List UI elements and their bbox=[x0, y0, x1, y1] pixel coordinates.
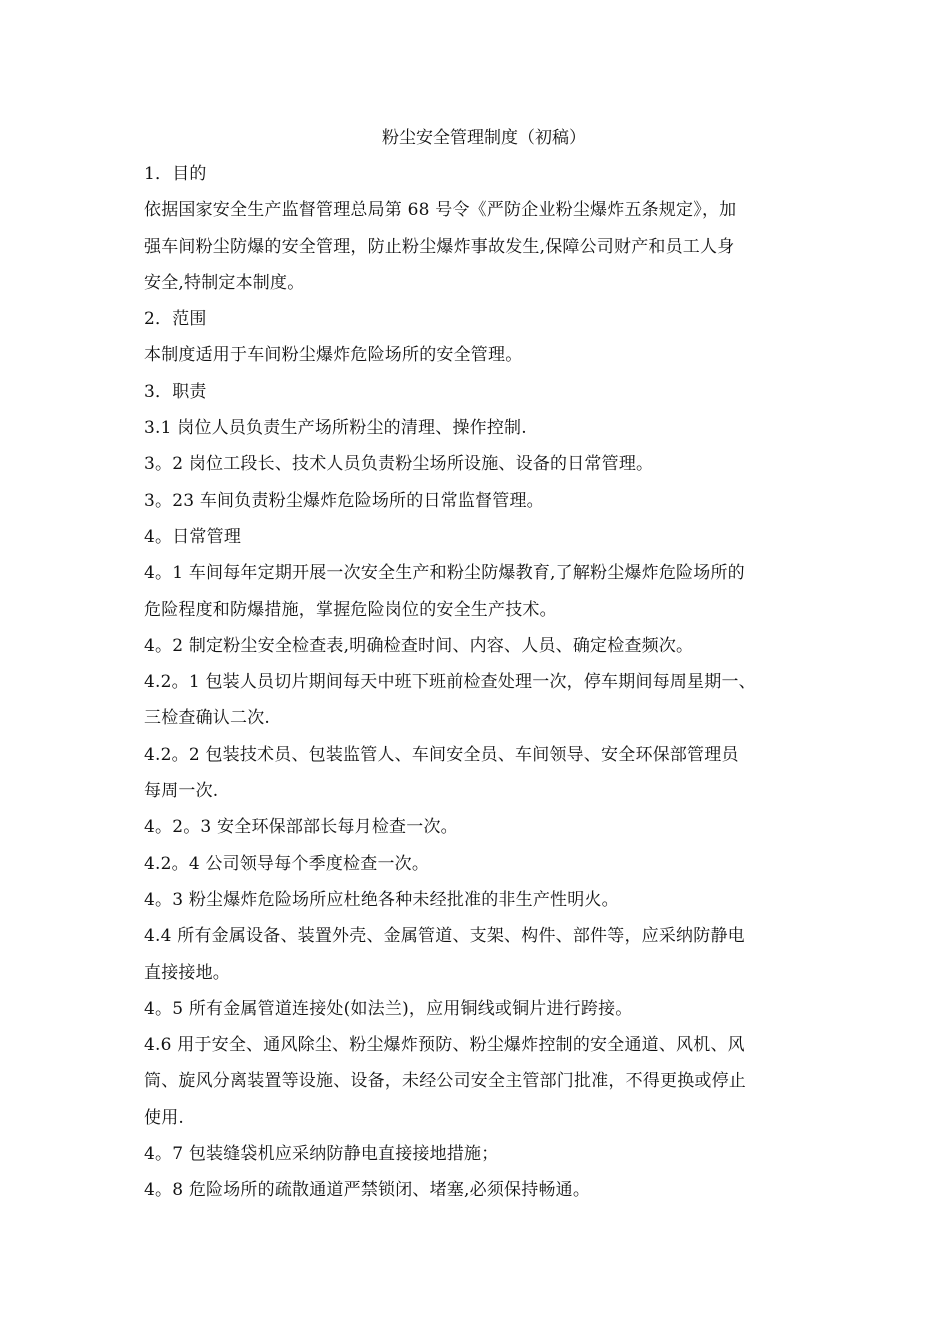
text-line: 直接接地。 bbox=[144, 962, 230, 983]
text-line: 3。2 岗位工段长、技术人员负责粉尘场所设施、设备的日常管理。 bbox=[144, 454, 654, 475]
text-line: 筒、旋风分离装置等设施、设备，未经公司安全主管部门批准，不得更换或停止 bbox=[144, 1071, 746, 1092]
text-line: 本制度适用于车间粉尘爆炸危险场所的安全管理。 bbox=[144, 345, 523, 366]
text-line: 3．职责 bbox=[144, 381, 207, 402]
text-line: 强车间粉尘防爆的安全管理，防止粉尘爆炸事故发生,保障公司财产和员工人身 bbox=[144, 236, 735, 257]
document-body bbox=[144, 120, 824, 1209]
text-line: 4。5 所有金属管道连接处(如法兰)，应用铜线或铜片进行跨接。 bbox=[144, 998, 633, 1019]
text-line: 4.2。1 包装人员切片期间每天中班下班前检查处理一次，停车期间每周星期一、 bbox=[144, 672, 756, 693]
text-line: 危险程度和防爆措施，掌握危险岗位的安全生产技术。 bbox=[144, 599, 557, 620]
text-line: 4.6 用于安全、通风除尘、粉尘爆炸预防、粉尘爆炸控制的安全通道、风机、风 bbox=[144, 1035, 745, 1056]
text-line: 4。7 包装缝袋机应采纳防静电直接接地措施； bbox=[144, 1144, 499, 1165]
text-line: 依据国家安全生产监督管理总局第 68 号令《严防企业粉尘爆炸五条规定》，加 bbox=[144, 200, 737, 221]
text-line: 每周一次. bbox=[144, 781, 219, 802]
text-line: 4.2。4 公司领导每个季度检查一次。 bbox=[144, 853, 430, 874]
text-line: 2．范围 bbox=[144, 309, 207, 330]
text-line: 使用. bbox=[144, 1107, 185, 1128]
text-line: 4.4 所有金属设备、装置外壳、金属管道、支架、构件、部件等，应采纳防静电 bbox=[144, 926, 745, 947]
text-line: 4.2。2 包装技术员、包装监管人、车间安全员、车间领导、安全环保部管理员 bbox=[144, 744, 739, 765]
text-line: 3。23 车间负责粉尘爆炸危险场所的日常监督管理。 bbox=[144, 490, 544, 511]
text-line: 4。2。3 安全环保部部长每月检查一次。 bbox=[144, 817, 458, 838]
text-line: 4。8 危险场所的疏散通道严禁锁闭、堵塞,必须保持畅通。 bbox=[144, 1180, 591, 1201]
text-line: 4。日常管理 bbox=[144, 526, 242, 547]
text-line: 4。2 制定粉尘安全检查表,明确检查时间、内容、人员、确定检查频次。 bbox=[144, 635, 694, 656]
text-line: 安全,特制定本制度。 bbox=[144, 272, 305, 293]
text-line: 4。3 粉尘爆炸危险场所应杜绝各种未经批准的非生产性明火。 bbox=[144, 889, 619, 910]
text-line: 三检查确认二次. bbox=[144, 708, 271, 729]
text-line: 1．目的 bbox=[144, 164, 207, 184]
text-line: 3.1 岗位人员负责生产场所粉尘的清理、操作控制. bbox=[144, 418, 527, 439]
document-title: 粉尘安全管理制度（初稿） bbox=[382, 128, 586, 148]
text-line: 4。1 车间每年定期开展一次安全生产和粉尘防爆教育,了解粉尘爆炸危险场所的 bbox=[144, 563, 745, 584]
